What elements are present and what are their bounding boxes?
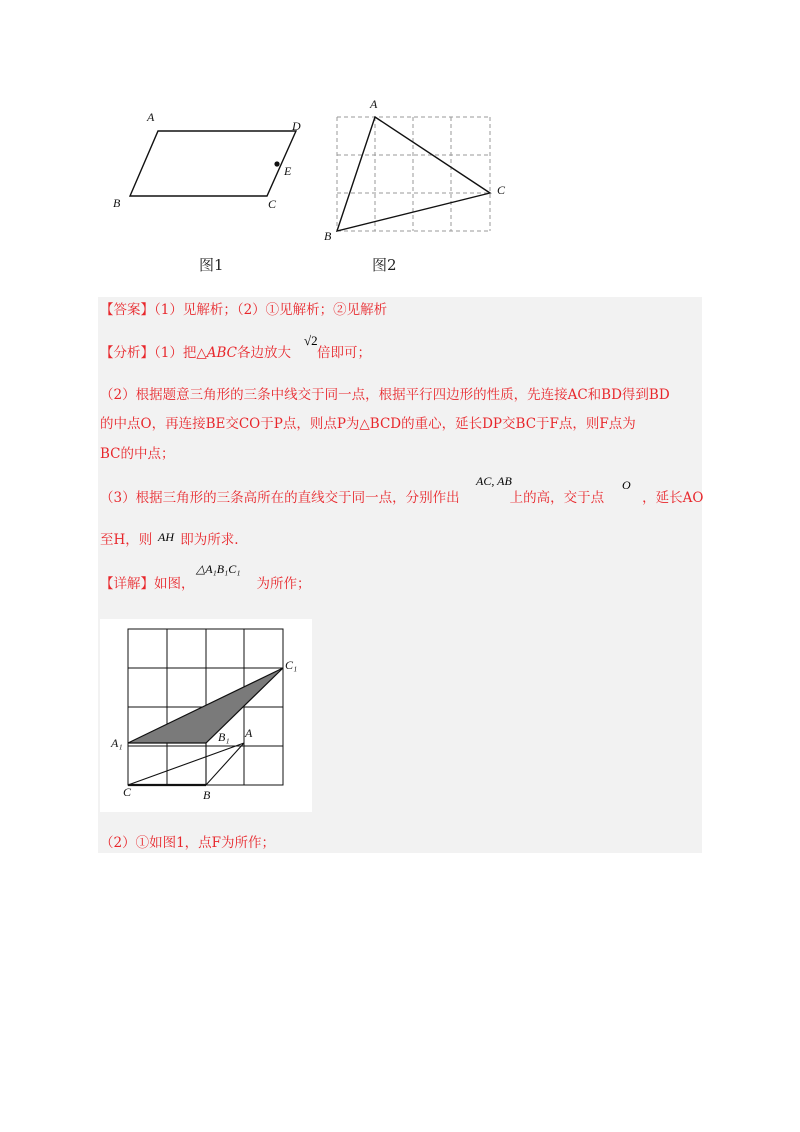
- analysis-line-1: [100, 343, 371, 363]
- analysis-p3-a: （3）根据三角形的三条高所在的直线交于同一点，分别作出: [100, 490, 460, 506]
- detail-tag: 【详解】: [100, 576, 154, 592]
- grid-label-a: A: [245, 726, 253, 740]
- fig2-label-a: A: [370, 97, 378, 111]
- analysis-p2-line-3: BC的中点；: [100, 446, 175, 462]
- fig1-label-a: A: [147, 110, 155, 124]
- analysis-tag: 【分析】: [100, 345, 154, 361]
- figure1-parallelogram: [100, 100, 320, 220]
- analysis-p3-line2-a: 至H，则: [100, 532, 153, 548]
- analysis-p1-triangle: △ABC: [196, 345, 237, 361]
- answer-tag: 【答案】: [100, 302, 154, 318]
- analysis-p3-c: ，延长AO: [642, 490, 704, 506]
- parallelogram-abcd: [130, 131, 296, 196]
- small-triangle-abc: [128, 743, 244, 785]
- math-ac-ab: AC, AB: [476, 474, 512, 488]
- final-line: （2）①如图1，点F为所作；: [100, 835, 276, 851]
- analysis-p3-line2-b: 即为所求.: [180, 532, 239, 548]
- figure2-grid-triangle: [330, 100, 500, 240]
- analysis-p3-b: 上的高，交于点: [509, 490, 605, 506]
- fig1-label-d: D: [292, 119, 301, 133]
- fig2-label-b: B: [324, 229, 332, 243]
- grid-label-a1: A₁: [111, 736, 123, 750]
- grid-label-c: C: [123, 785, 132, 799]
- dashed-grid: [337, 117, 490, 231]
- detail-line: [100, 574, 311, 594]
- analysis-p2-line-2: 的中点O，再连接BE交CO于P点，则点P为△BCD的重心，延长DP交BC于F点，则F点为: [100, 416, 636, 432]
- answer-line: [100, 300, 387, 320]
- sqrt-two: √2: [304, 333, 318, 348]
- fig1-caption: 图1: [199, 256, 224, 274]
- detail-text-b: 为所作；: [256, 576, 311, 592]
- fig2-caption: 图2: [372, 256, 397, 274]
- fig2-label-c: C: [497, 183, 506, 197]
- grid-label-b1: B₁: [218, 730, 230, 744]
- grid-figure: [100, 619, 312, 812]
- analysis-p1-before: （1）把: [154, 345, 197, 361]
- analysis-p1-end: 倍即可；: [316, 345, 371, 361]
- detail-text-a: 如图，: [154, 576, 195, 592]
- fig1-label-c: C: [268, 197, 277, 211]
- analysis-p3-line-1: [100, 488, 703, 508]
- math-o: O: [622, 478, 631, 492]
- grid-label-b: B: [203, 788, 211, 802]
- point-e-dot: [274, 161, 279, 166]
- answer-text: （1）见解析；（2）①见解析；②见解析: [154, 302, 388, 318]
- math-ah: AH: [158, 530, 174, 544]
- fig1-label-e: E: [284, 164, 292, 178]
- analysis-p2-line-1: （2）根据题意三角形的三条中线交于同一点，根据平行四边形的性质，先连接AC和BD得到BD: [100, 387, 670, 403]
- math-triangle-a1b1c1: △A₁B₁C₁: [196, 562, 241, 576]
- fig1-label-b: B: [113, 196, 121, 210]
- grid-label-c1: C₁: [285, 658, 298, 672]
- analysis-p1-after: 各边放大: [236, 345, 291, 361]
